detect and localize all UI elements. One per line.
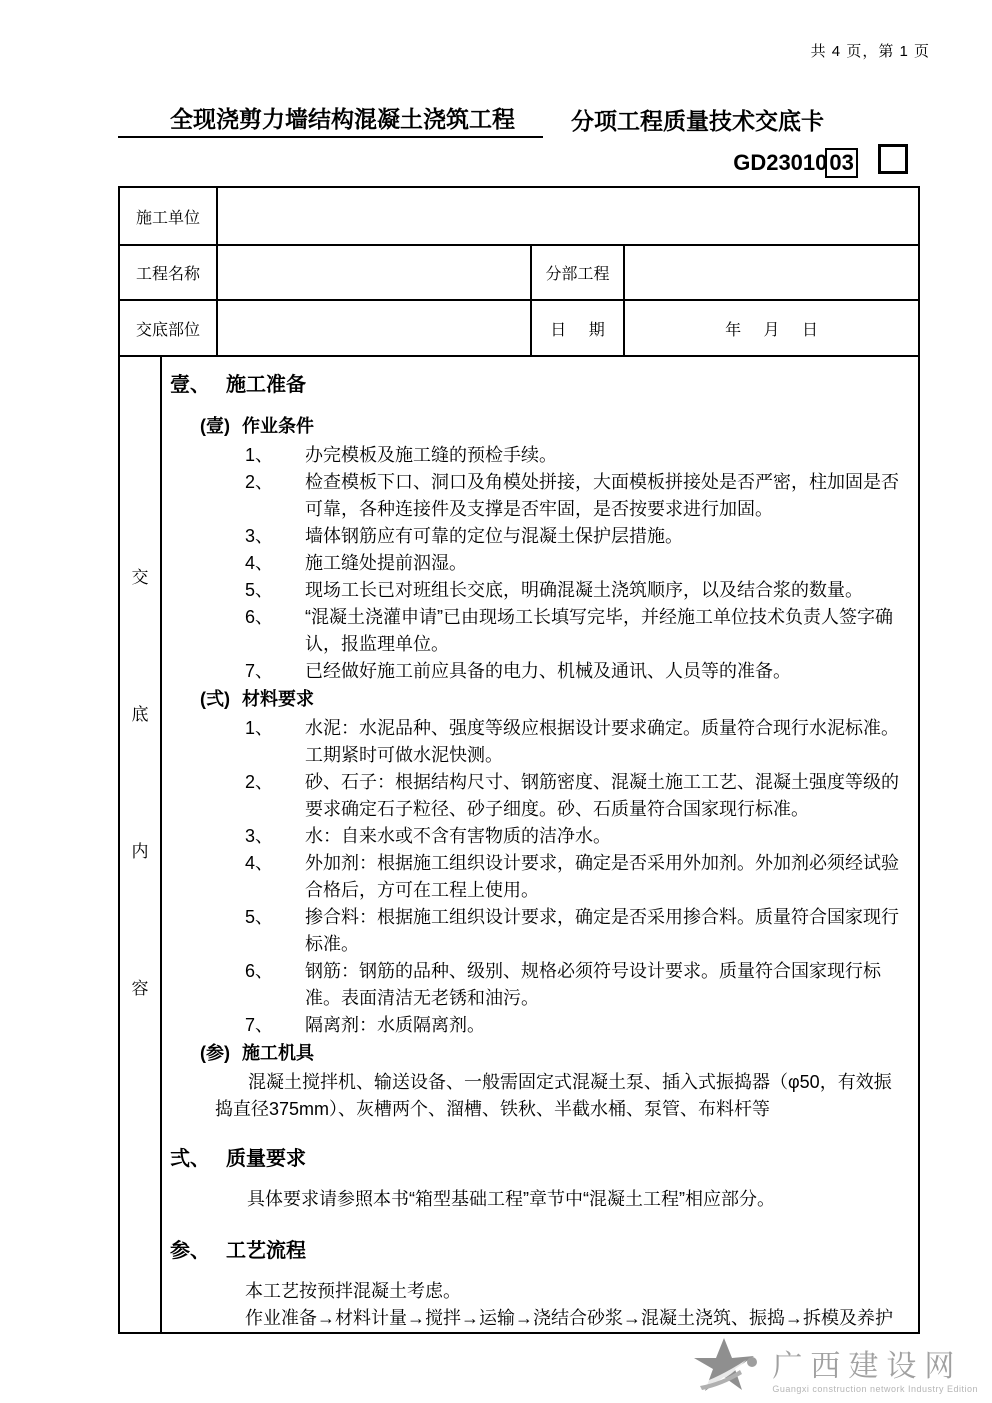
item-text: 已经做好施工前应具备的电力、机械及通讯、人员等的准备。 (305, 661, 791, 681)
section-heading-preparation (170, 371, 910, 399)
item-number: 3、 (245, 826, 274, 846)
item-text: 检查模板下口、洞口及角模处拼接，大面模板拼接处是否严密，柱加固是否可靠，各种连接件及支撑是否牢固，是否按要求进行加固。 (305, 472, 899, 519)
process-flow-sequence: 作业准备→材料计量→搅拌→运输→浇结合砂浆→混凝土浇筑、振捣→拆模及养护 (245, 1308, 893, 1328)
item-text: 办完模板及施工缝的预检手续。 (305, 445, 557, 465)
date-label: 日 期 (531, 300, 624, 356)
table-row (119, 300, 919, 356)
item-text: “混凝土浇灌申请”已由现场工长填写完毕，并经施工单位技术负责人签字确认，报监理单位。 (305, 607, 893, 654)
item-text: 水：自来水或不含有害物质的洁净水。 (305, 826, 611, 846)
subsection-number: (弍) (200, 689, 230, 709)
work-conditions-list (245, 442, 910, 685)
vertical-label-char: 底 (131, 705, 149, 724)
item-number: 2、 (245, 772, 274, 792)
process-flow-note: 本工艺按预拌混凝土考虑。 (245, 1281, 461, 1301)
item-number: 4、 (245, 853, 274, 873)
item-number: 5、 (245, 580, 274, 600)
construction-unit-label: 施工单位 (119, 187, 217, 245)
subsection-number: (壹) (200, 416, 230, 436)
list-item (245, 1012, 910, 1039)
subsection-heading-construction-tools (200, 1039, 910, 1067)
item-number: 2、 (245, 472, 274, 492)
list-item (245, 769, 910, 823)
subsection-title: 施工机具 (242, 1043, 314, 1063)
list-item (245, 442, 910, 469)
list-item (245, 904, 910, 958)
item-number: 3、 (245, 526, 274, 546)
section-number: 弍、 (170, 1148, 210, 1170)
star-icon (688, 1336, 766, 1394)
item-text: 墙体钢筋应有可靠的定位与混凝土保护层措施。 (305, 526, 683, 546)
list-item (245, 604, 910, 658)
table-row (119, 187, 919, 245)
date-value: 年 月 日 (624, 300, 919, 356)
section-title: 质量要求 (226, 1148, 306, 1170)
section-number: 参、 (170, 1240, 210, 1262)
page-number: 共 4 页，第 1 页 (810, 43, 930, 60)
list-item (245, 958, 910, 1012)
form-code-boxed-digits: 03 (825, 148, 857, 178)
item-text: 砂、石子：根据结构尺寸、钢筋密度、混凝土施工工艺、混凝土强度等级的要求确定石子粒径、砂子细度。砂、石质量符合国家现行标准。 (305, 772, 899, 819)
item-number: 4、 (245, 553, 274, 573)
watermark-logo (688, 1336, 978, 1394)
sub-project-value (624, 245, 919, 300)
list-item (245, 550, 910, 577)
table-row-content (119, 356, 919, 1333)
item-text: 隔离剂：水质隔离剂。 (305, 1015, 485, 1035)
item-text: 掺合料：根据施工组织设计要求，确定是否采用掺合料。质量符合国家现行标准。 (305, 907, 899, 954)
list-item (245, 823, 910, 850)
project-name-value (217, 245, 531, 300)
item-text: 水泥：水泥品种、强度等级应根据设计要求确定。质量符合现行水泥标准。工期紧时可做水泥快测。 (305, 718, 899, 765)
item-number: 1、 (245, 718, 274, 738)
list-item (245, 469, 910, 523)
disclosure-part-label: 交底部位 (119, 300, 217, 356)
vertical-label-char: 交 (131, 568, 149, 587)
watermark-site-subtitle: Guangxi construction network Industry Edition (772, 1384, 978, 1394)
quality-requirements-paragraph: 具体要求请参照本书“箱型基础工程”章节中“混凝土工程”相应部分。 (247, 1189, 775, 1209)
item-number: 7、 (245, 661, 274, 681)
item-text: 施工缝处提前泅湿。 (305, 553, 467, 573)
list-item (245, 715, 910, 769)
header-info-table (118, 186, 920, 1334)
construction-unit-value (217, 187, 919, 245)
item-number: 5、 (245, 907, 274, 927)
title-card-name: 分项工程质量技术交底卡 (571, 108, 824, 134)
list-item (245, 658, 910, 685)
vertical-label-char: 内 (131, 842, 149, 861)
document-title (0, 101, 992, 138)
subsection-title: 材料要求 (242, 689, 314, 709)
title-project-name: 全现浇剪力墙结构混凝土浇筑工程 (118, 101, 543, 138)
list-item (245, 850, 910, 904)
vertical-label-char: 容 (131, 979, 149, 998)
item-text: 外加剂：根据施工组织设计要求，确定是否采用外加剂。外加剂必须经试验合格后，方可在工程上使用。 (305, 853, 899, 900)
table-row (119, 245, 919, 300)
watermark-site-name: 广西建设网 (772, 1350, 963, 1383)
section-number: 壹、 (170, 374, 210, 396)
section-heading-process-flow (170, 1237, 910, 1265)
form-code-prefix: GD23010 (733, 150, 828, 175)
disclosure-part-value (217, 300, 531, 356)
sub-project-label: 分部工程 (531, 245, 624, 300)
item-text: 钢筋：钢筋的品种、级别、规格必须符号设计要求。质量符合国家现行标准。表面清洁无老锈和油污。 (305, 961, 881, 1008)
form-code-line (0, 144, 992, 186)
item-number: 7、 (245, 1015, 274, 1035)
subsection-number: (参) (200, 1043, 230, 1063)
section-heading-quality-requirements (170, 1145, 910, 1173)
list-item (245, 577, 910, 604)
subsection-heading-work-conditions (200, 412, 910, 440)
list-item (245, 523, 910, 550)
subsection-heading-material-requirements (200, 685, 910, 713)
section-title: 工艺流程 (226, 1240, 306, 1262)
disclosure-content-body (162, 357, 918, 1332)
item-text: 现场工长已对班组长交底，明确混凝土浇筑顺序，以及结合浆的数量。 (305, 580, 863, 600)
construction-tools-paragraph: 混凝土搅拌机、输送设备、一般需固定式混凝土泵、插入式振捣器（φ50，有效振捣直径375mm）、灰槽两个、溜槽、铁秋、半截水桶、泵管、布料杆等 (215, 1072, 892, 1119)
disclosure-content-vertical-label (120, 357, 162, 1332)
material-requirements-list (245, 715, 910, 1039)
disclosure-content-cell (119, 356, 919, 1333)
item-number: 6、 (245, 961, 274, 981)
item-number: 1、 (245, 445, 274, 465)
project-name-label: 工程名称 (119, 245, 217, 300)
form-code-checkbox[interactable] (878, 144, 908, 174)
subsection-title: 作业条件 (242, 416, 314, 436)
item-number: 6、 (245, 607, 274, 627)
section-title: 施工准备 (226, 374, 306, 396)
